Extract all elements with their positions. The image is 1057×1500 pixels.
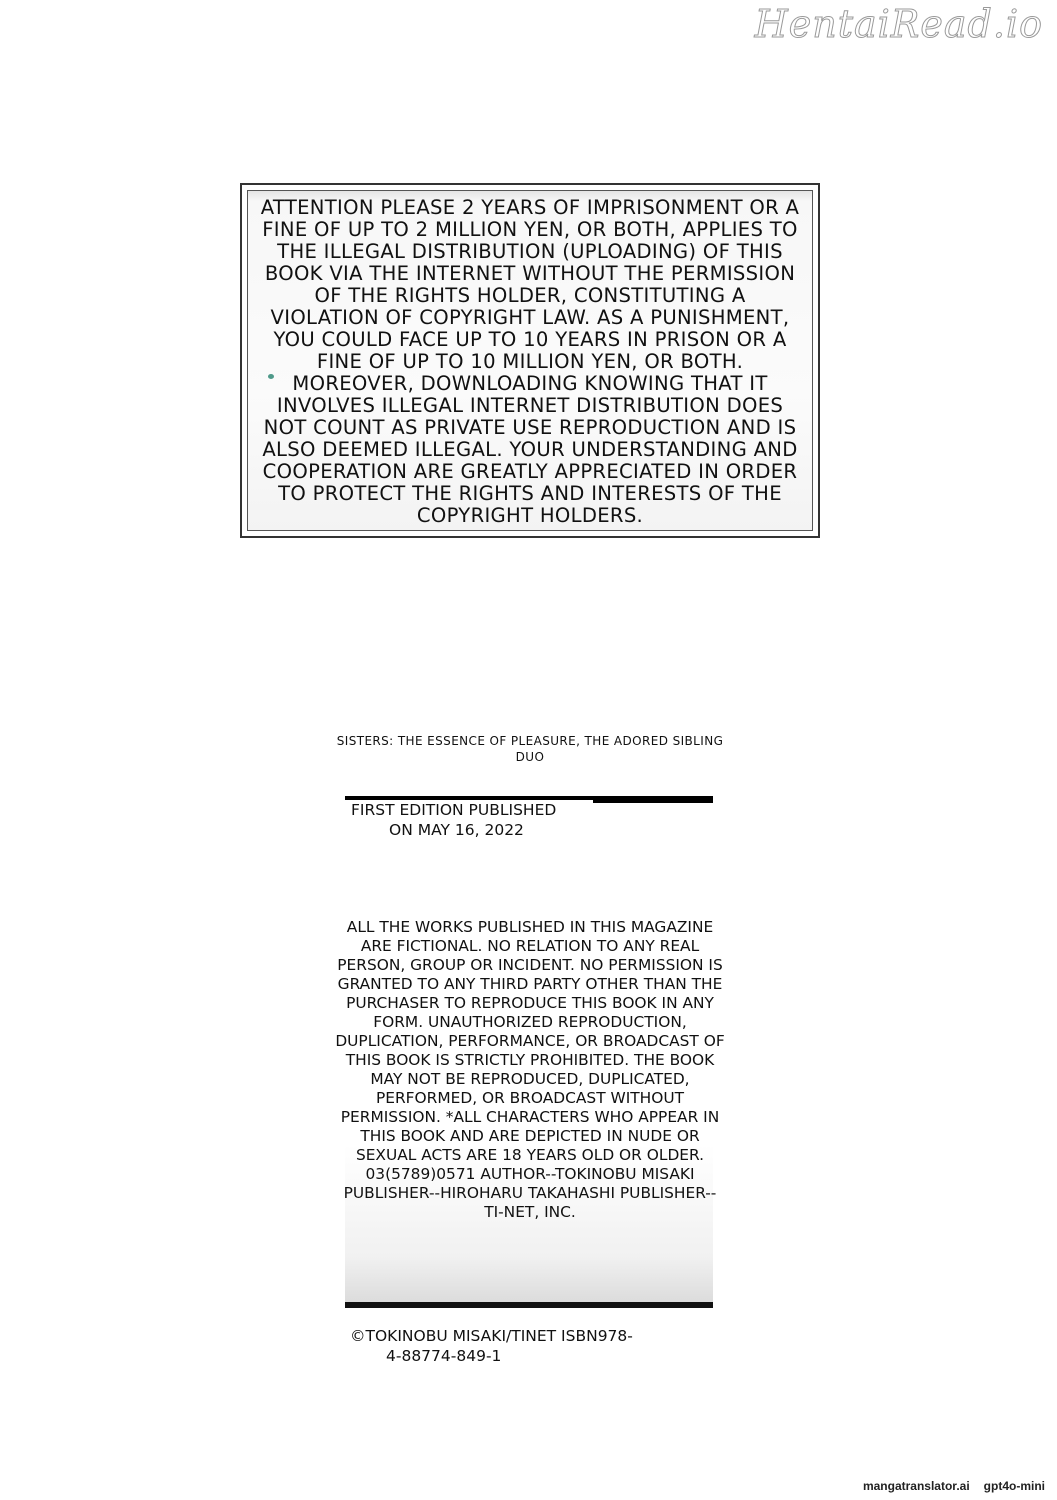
legal-disclaimer: ALL THE WORKS PUBLISHED IN THIS MAGAZINE ARE FICTIONAL. NO RELATION TO ANY REAL PERSON, GROUP OR INCIDENT. NO PERMISSION IS GRANTED TO ANY THIRD PARTY OTHER THAN THE PURCHASER TO REPRODUCE THIS BOOK IN ANY FORM. UNAUTHORIZED REPRODUCTION, DUPLICATION, PERFORMANCE, OR BROADCAST OF THIS BOOK IS STRICTLY PROHIBITED. THE BOOK MAY NOT BE REPRODUCED, DUPLICATED, PERFORMED, OR BROADCAST WITHOUT PERMISSION. *ALL CHARACTERS WHO APPEAR IN THIS BOOK AND ARE DEPICTED IN NUDE OR SEXUAL ACTS ARE 18 YEARS OLD OR OLDER. 03(5789)0571 AUTHOR--TOKINOBU MISAKI PUBLISHER--HIROHARU TAKAHASHI PUBLISHER--TI-NET, INC. [335,918,725,1221]
panel-bottom-rule [345,1302,713,1308]
edition-line-2: ON MAY 16, 2022 [389,821,524,839]
isbn-line-2: 4-88774-849-1 [386,1347,502,1365]
isbn-line-1: ©TOKINOBU MISAKI/TINET ISBN978- [350,1327,633,1345]
copyright-notice-inner-frame [247,190,813,531]
copyright-notice-text: ATTENTION PLEASE 2 YEARS OF IMPRISONMENT OR A FINE OF UP TO 2 MILLION YEN, OR BOTH, APPLIES TO THE ILLEGAL DISTRIBUTION (UPLOADING) OF THIS BOOK VIA THE INTERNET WITHOUT THE PERMISSION OF THE RIGHTS HOLDER, CONSTITUTING A VIOLATION OF COPYRIGHT LAW. AS A PUNISHMENT, YOU COULD FACE UP TO 10 YEARS IN PRISON OR A FINE OF UP TO 10 MILLION YEN, OR BOTH. MOREOVER, DOWNLOADING KNOWING THAT IT INVOLVES ILLEGAL INTERNET DISTRIBUTION DOES NOT COUNT AS PRIVATE USE REPRODUCTION AND IS ALSO DEEMED ILLEGAL. YOUR UNDERSTANDING AND COOPERATION ARE GREATLY APPRECIATED IN ORDER TO PROTECT THE RIGHTS AND INTERESTS OF THE COPYRIGHT HOLDERS. [260,196,800,527]
watermark-logo: HentaiRead.io [754,2,1043,46]
isbn-info [350,1326,670,1366]
edition-line-1: FIRST EDITION PUBLISHED [351,801,557,819]
copyright-notice-box [240,183,820,538]
book-title: SISTERS: THE ESSENCE OF PLEASURE, THE ADORED SIBLING DUO [336,734,724,764]
translator-site: mangatranslator.ai [862,1479,970,1493]
ink-smudge [268,374,274,379]
edition-info [345,800,593,840]
credits-panel [335,796,725,1308]
translator-credit [863,1479,1045,1493]
translator-model: gpt4o-mini [983,1479,1045,1493]
